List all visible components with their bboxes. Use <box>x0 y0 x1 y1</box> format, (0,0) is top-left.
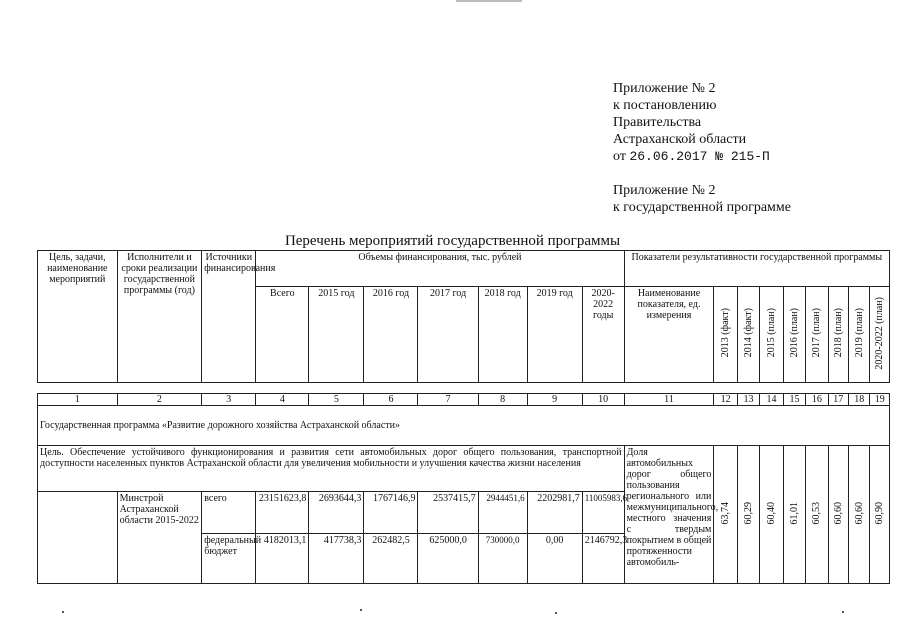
appendix-line: к постановлению <box>613 98 717 113</box>
indicator-value-2016 <box>783 446 805 584</box>
column-number: 19 <box>870 394 890 406</box>
source-cell: всего <box>202 492 256 534</box>
column-number: 7 <box>418 394 478 406</box>
document-title: Перечень мероприятий государственной программы <box>284 233 621 249</box>
column-number: 17 <box>828 394 848 406</box>
column-number: 18 <box>848 394 869 406</box>
column-number: 5 <box>309 394 364 406</box>
indicator-text: Доля автомобильных дорог общего пользования регионального или межмуниципального, местного значения с твердым покрытием в общей протяженности автомобиль- <box>624 446 714 584</box>
value-2016: 1767146,9 <box>364 492 418 534</box>
program-title: Государственная программа «Развитие дорожного хозяйства Астраханской области» <box>38 406 890 446</box>
indicator-value-2013 <box>714 446 737 584</box>
decree-date-line <box>613 148 770 165</box>
header-indicator-2016-label: 2016 (план) <box>788 308 800 358</box>
value-2020-2022: 2146792,3 <box>582 534 624 584</box>
indicator-value-2015 <box>760 446 783 584</box>
value-2019: 0,00 <box>527 534 582 584</box>
separator <box>38 383 890 394</box>
goal-text: Цель. Обеспечение устойчивого функционирования и развития сети автомобильных дорог общего пользования, транспортной доступности населенных пунктов Астраханской области для увеличения мобильности и улучшения качества жизни населения <box>38 446 625 492</box>
value-2017: 625000,0 <box>418 534 478 584</box>
column-number: 12 <box>714 394 737 406</box>
value-2017: 2537415,7 <box>418 492 478 534</box>
indicator-value-2016-text: 61,01 <box>788 501 800 525</box>
indicator-value-2014-text: 60,29 <box>743 501 755 525</box>
appendix-line: Приложение № 2 <box>613 81 716 96</box>
header-indicator-2018 <box>828 287 848 383</box>
column-number: 8 <box>478 394 527 406</box>
appendix-decree-block <box>613 80 770 165</box>
header-indicator-2013 <box>714 287 737 383</box>
source-cell: федеральный бюджет <box>202 534 256 584</box>
appendix-line: Приложение № 2 <box>613 183 716 198</box>
indicator-value-2017 <box>806 446 828 584</box>
scan-speck <box>62 611 64 613</box>
column-number: 1 <box>38 394 118 406</box>
column-number: 16 <box>806 394 828 406</box>
header-executors: Исполнители и сроки реализации государственной программы (год) <box>117 251 202 383</box>
indicator-value-2019-text: 60,60 <box>853 501 865 525</box>
column-number: 6 <box>364 394 418 406</box>
header-indicator-2020-2022 <box>870 287 890 383</box>
indicator-value-2018 <box>828 446 848 584</box>
indicator-value-2013-text: 63,74 <box>720 501 732 525</box>
column-number: 11 <box>624 394 714 406</box>
scan-speck <box>360 609 362 611</box>
value-2020-2022: 11005983,6 <box>582 492 624 534</box>
appendix-line: Астраханской области <box>613 132 747 147</box>
indicator-value-2019 <box>848 446 869 584</box>
header-indicators-group: Показатели результативности государственной программы <box>624 251 889 287</box>
column-numbers-row <box>38 394 890 406</box>
header-indicator-2020-2022-label: 2020-2022 (план) <box>874 296 886 370</box>
value-2019: 2202981,7 <box>527 492 582 534</box>
header-indicator-2013-label: 2013 (факт) <box>720 308 732 358</box>
header-indicator-2017-label: 2017 (план) <box>811 308 823 358</box>
measures-table <box>37 250 890 584</box>
column-number: 4 <box>256 394 309 406</box>
indicator-value-2014 <box>737 446 759 584</box>
executor-cell: Минстрой Астраханской области 2015-2022 <box>117 492 202 584</box>
header-indicator-2019 <box>848 287 869 383</box>
indicator-value-2015-text: 60,40 <box>765 501 777 525</box>
column-number: 14 <box>760 394 783 406</box>
header-total: Всего <box>256 287 309 383</box>
header-indicator-2019-label: 2019 (план) <box>853 308 865 358</box>
appendix-program-block <box>613 182 791 216</box>
value-total: 4182013,1 <box>256 534 309 584</box>
header-indicator-2014 <box>737 287 759 383</box>
indicator-value-2018-text: 60,60 <box>832 501 844 525</box>
column-number: 13 <box>737 394 759 406</box>
header-indicator-2018-label: 2018 (план) <box>832 308 844 358</box>
value-total: 23151623,8 <box>256 492 309 534</box>
value-2016: 262482,5 <box>364 534 418 584</box>
decree-date-prefix: от <box>613 149 626 164</box>
header-year-2018: 2018 год <box>478 287 527 383</box>
column-number: 3 <box>202 394 256 406</box>
header-indicator-2016 <box>783 287 805 383</box>
value-2018: 2944451,6 <box>478 492 527 534</box>
indicator-value-2020-2022-text: 60,90 <box>874 501 886 525</box>
header-indicator-name: Наименование показателя, ед. измерения <box>624 287 714 383</box>
decree-date-number: 26.06.2017 № 215-П <box>629 149 770 164</box>
value-2015: 417738,3 <box>309 534 364 584</box>
header-year-2020-2022: 2020-2022 годы <box>582 287 624 383</box>
goal-blank-cell <box>38 492 118 584</box>
header-year-2016: 2016 год <box>364 287 418 383</box>
header-goal: Цель, задачи, наименование мероприятий <box>38 251 118 383</box>
column-number: 9 <box>527 394 582 406</box>
header-sources: Источники финансирования <box>202 251 256 383</box>
column-number: 2 <box>117 394 202 406</box>
scan-artifact <box>456 0 522 2</box>
header-indicator-2015-label: 2015 (план) <box>765 308 777 358</box>
indicator-value-2017-text: 60,53 <box>811 501 823 525</box>
header-indicator-2014-label: 2014 (факт) <box>743 308 755 358</box>
header-indicator-2015 <box>760 287 783 383</box>
scan-speck <box>842 611 844 613</box>
appendix-line: Правительства <box>613 115 702 130</box>
header-year-2019: 2019 год <box>527 287 582 383</box>
header-year-2017: 2017 год <box>418 287 478 383</box>
value-2015: 2693644,3 <box>309 492 364 534</box>
indicator-value-2020-2022 <box>870 446 890 584</box>
column-number: 15 <box>783 394 805 406</box>
header-indicator-2017 <box>806 287 828 383</box>
column-number: 10 <box>582 394 624 406</box>
header-year-2015: 2015 год <box>309 287 364 383</box>
header-funding-group: Объемы финансирования, тыс. рублей <box>256 251 624 287</box>
value-2018: 730000,0 <box>478 534 527 584</box>
scan-speck <box>555 612 557 614</box>
appendix-line: к государственной программе <box>613 200 791 215</box>
